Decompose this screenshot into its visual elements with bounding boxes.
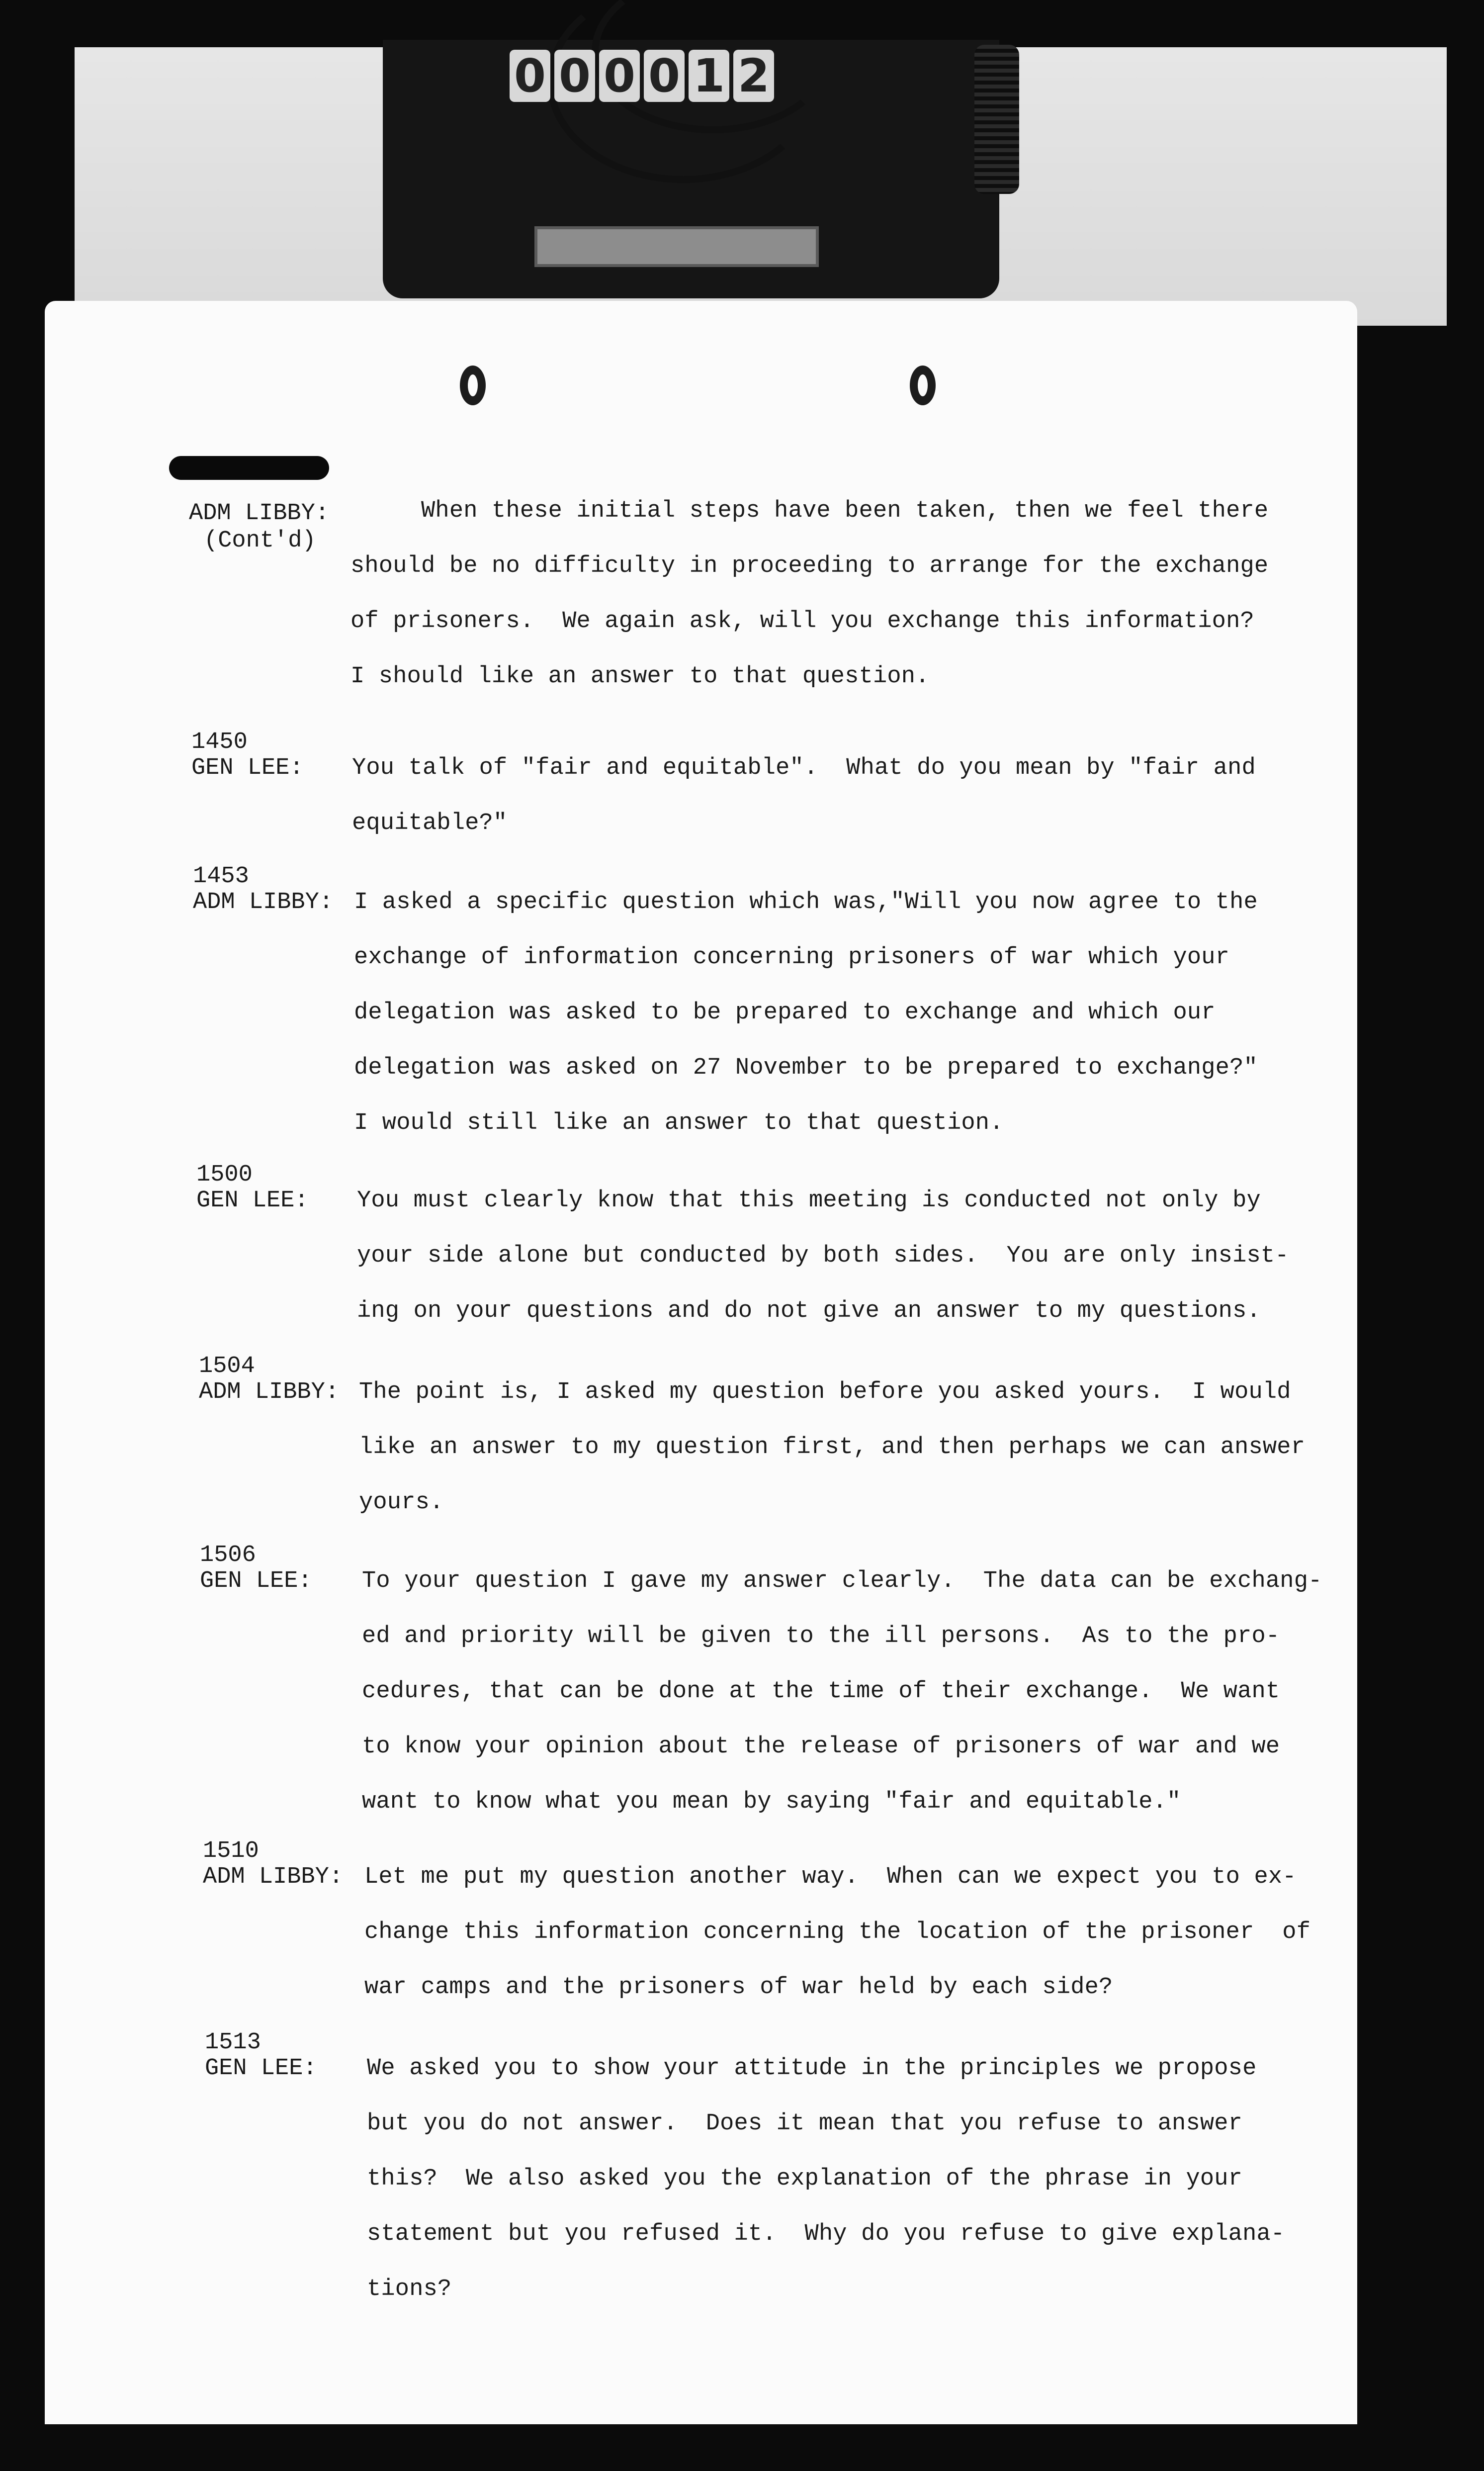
statement-line: I should like an answer to that question. [350,663,930,690]
statement-line: like an answer to my question first, and then perhaps we can answer [359,1434,1306,1461]
statement-line: cedures, that can be done at the time of their exchange. We want [362,1678,1280,1705]
statement-line: You talk of "fair and equitable". What do you mean by "fair and [352,755,1256,781]
statement-line: We asked you to show your attitude in the principles we propose [367,2055,1257,2082]
speaker-label: GEN LEE: [200,1568,312,1594]
timestamp: 1500 [196,1162,253,1188]
statement-line: You must clearly know that this meeting is conducted not only by [357,1188,1261,1214]
statement-line: war camps and the prisoners of war held by each side? [364,1974,1113,2001]
counter-digit: 1 [689,50,729,102]
statement-line: When these initial steps have been taken, then we feel there [350,498,1269,524]
statement-line: ed and priority will be given to the ill persons. As to the pro- [362,1623,1280,1649]
statement-line: this? We also asked you the explanation of the phrase in your [367,2166,1243,2192]
statement-text [362,1567,1322,1843]
speaker-label: ADM LIBBY: [203,1864,344,1890]
document-sheet [45,301,1357,2424]
statement-line: equitable?" [352,810,508,836]
statement-line: but you do not answer. Does it mean that you refuse to answer [367,2110,1243,2137]
timestamp: 1453 [193,863,249,890]
counter-digit: 0 [644,50,685,102]
counter-digit: 2 [733,50,774,102]
statement-text [367,2055,1285,2331]
statement-text [354,889,1258,1165]
statement-line: change this information concerning the location of the prisoner of [364,1919,1311,1945]
statement-text [364,1863,1310,2029]
statement-line: statement but you refused it. Why do you refuse to give explana- [367,2221,1285,2247]
speaker-label: ADM LIBBY: [193,889,334,915]
redaction-bar [169,456,329,480]
counter-label-plate [534,226,819,267]
statement-text [359,1378,1305,1544]
statement-line: ing on your questions and do not give an answer to my questions. [357,1298,1261,1324]
statement-line: I asked a specific question which was,"Will you now agree to the [354,889,1258,915]
frame-counter-digits [510,50,774,102]
statement-line: To your question I gave my answer clearly. The data can be exchang- [362,1568,1322,1594]
statement-line: of prisoners. We again ask, will you exchange this information? [350,608,1254,635]
speaker-continued-note: (Cont'd) [204,528,316,554]
statement-line: yours. [359,1489,444,1516]
counter-digit: 0 [599,50,640,102]
punch-hole [460,366,486,405]
statement-line: your side alone but conducted by both sides. You are only insist- [357,1243,1289,1269]
statement-line: The point is, I asked my question before you asked yours. I would [359,1379,1291,1405]
speaker-label: GEN LEE: [196,1188,309,1214]
statement-line: exchange of information concerning prisoners of war which your [354,944,1230,971]
speaker-label: ADM LIBBY: [189,500,330,527]
statement-line: should be no difficulty in proceeding to arrange for the exchange [350,553,1269,579]
timestamp: 1504 [199,1353,255,1379]
speaker-label: GEN LEE: [205,2055,317,2082]
speaker-label: ADM LIBBY: [199,1379,340,1405]
statement-line: delegation was asked to be prepared to exchange and which our [354,1000,1216,1026]
statement-text [352,754,1256,865]
statement-line: delegation was asked on 27 November to be prepared to exchange?" [354,1055,1258,1081]
statement-line: want to know what you mean by saying "fair and equitable." [362,1789,1181,1815]
counter-digit: 0 [554,50,595,102]
statement-line: tions? [367,2276,452,2302]
counter-knob [974,45,1019,194]
timestamp: 1510 [203,1838,259,1864]
punch-hole [910,366,936,405]
statement-text [350,497,1268,718]
timestamp: 1450 [191,729,248,755]
statement-line: I would still like an answer to that question. [354,1110,1004,1136]
statement-text [357,1187,1289,1353]
speaker-label: GEN LEE: [191,755,304,781]
counter-digit: 0 [510,50,550,102]
timestamp: 1506 [200,1542,256,1568]
statement-line: Let me put my question another way. When can we expect you to ex- [364,1864,1297,1890]
timestamp: 1513 [205,2029,261,2056]
statement-line: to know your opinion about the release of prisoners of war and we [362,1734,1280,1760]
